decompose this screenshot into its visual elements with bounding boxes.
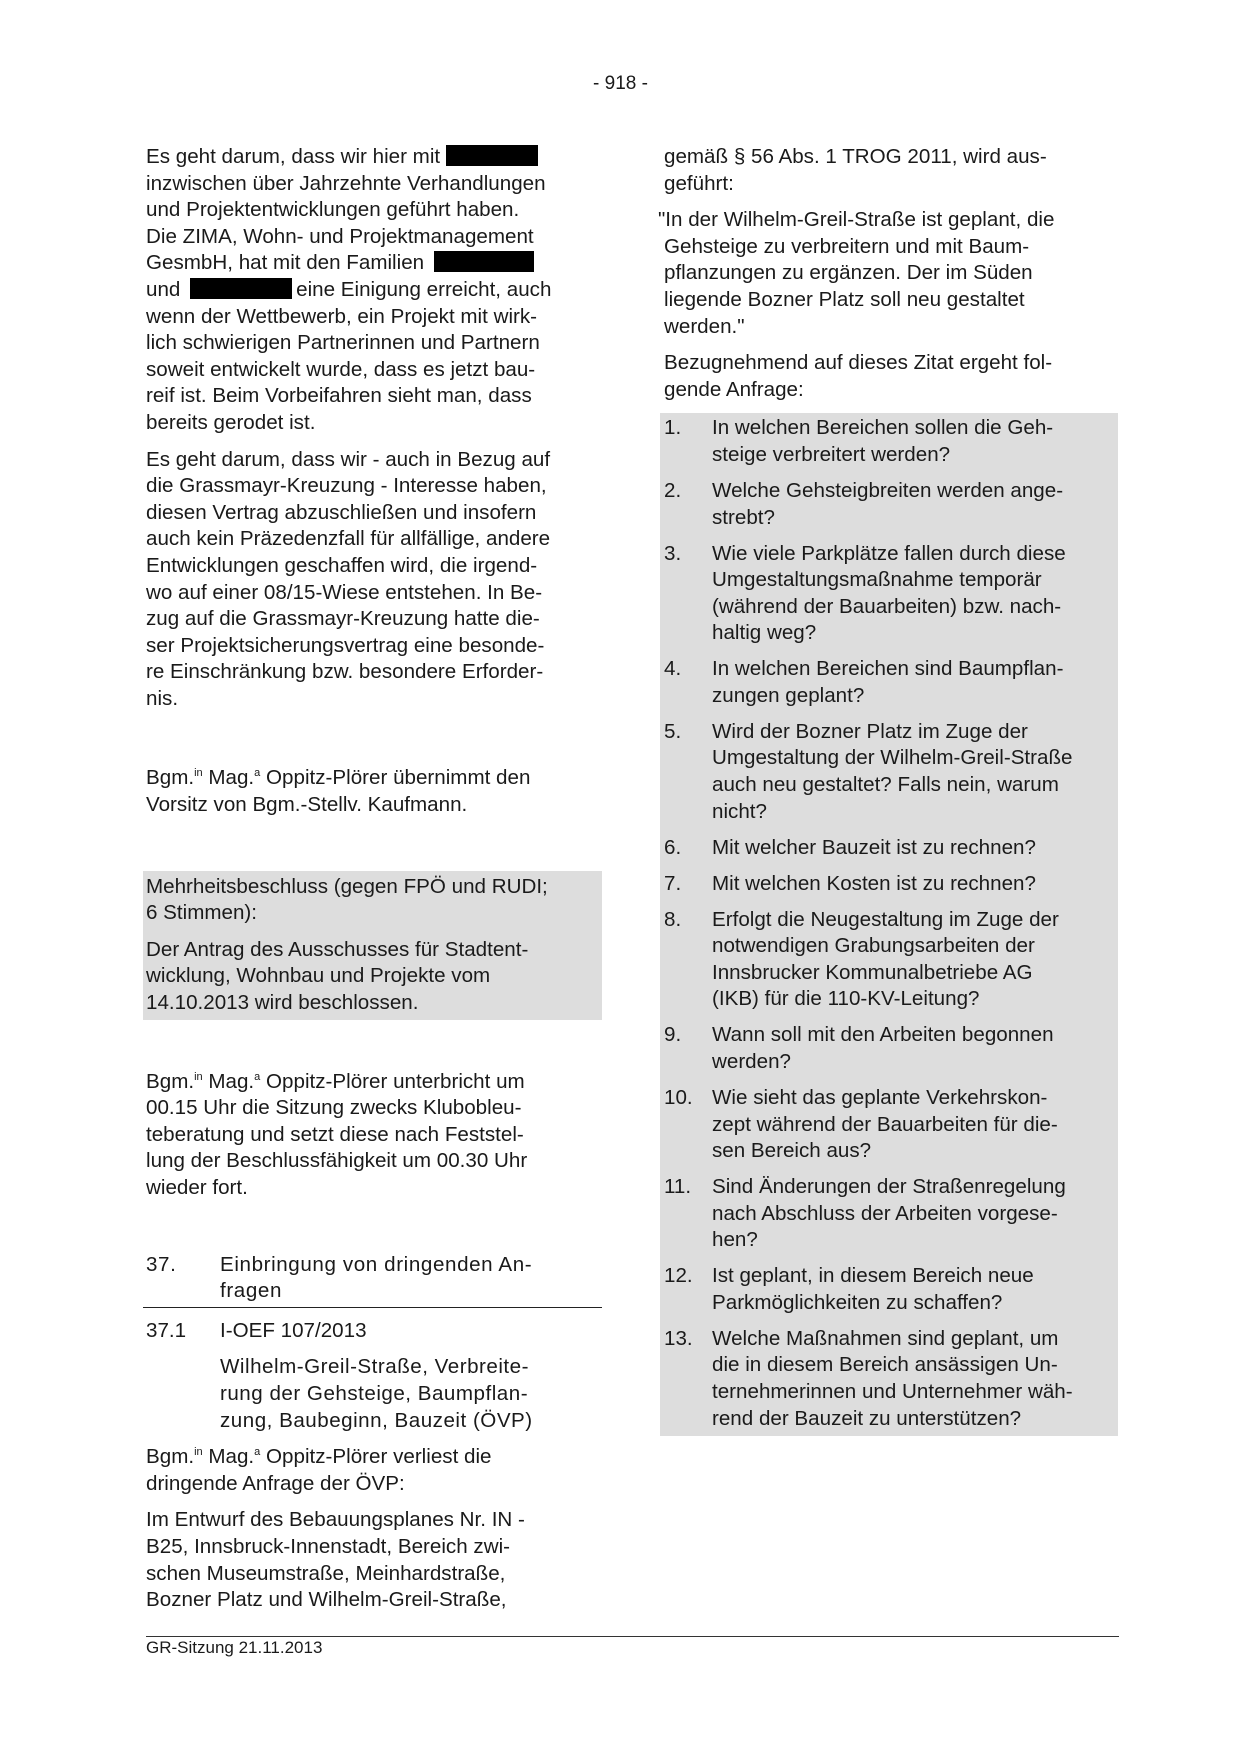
inquiry-intro: Bezugnehmend auf dieses Zitat ergeht fol- gende Anfrage:	[664, 351, 1053, 401]
page-number: - 918 -	[593, 73, 648, 94]
question-number: 8.	[664, 907, 682, 931]
question-item	[664, 1326, 1118, 1432]
question-text: Wie sieht das geplante Verkehrskon- zept während der Bauarbeiten für die- sen Bereich aus?	[712, 1085, 1058, 1163]
resolution-box	[143, 871, 602, 1020]
sub-item-body	[220, 1318, 533, 1434]
question-number: 12.	[664, 1264, 693, 1288]
question-item	[664, 541, 1118, 647]
question-text: Erfolgt die Neugestaltung im Zuge der notwendigen Grabungsarbeiten der Innsbrucker Kommunalbetriebe AG (IKB) für die 110-KV-Leitung?	[712, 907, 1059, 1011]
question-text: Welche Gehsteigbreiten werden ange- strebt?	[712, 478, 1064, 529]
session-break-note: Bgm.$^{in}$ Mag.$^a$ Oppitz-Plörer unterbricht um 00.15 Uhr die Sitzung zwecks Klubobleu- teberatung und setzt diese nach Feststel- lung der Beschlussfähigkeit um 00.30 Uhr wieder fort.	[146, 1069, 528, 1199]
question-item	[664, 1022, 1118, 1075]
reads-inquiry-note: Bgm.$^{in}$ Mag.$^a$ Oppitz-Plörer verliest die dringende Anfrage der ÖVP:	[146, 1445, 492, 1495]
question-text: In welchen Bereichen sind Baumpflan- zungen geplant?	[712, 657, 1064, 707]
footer-divider	[146, 1636, 1119, 1637]
question-number: 1.	[664, 416, 682, 440]
question-text: Mit welcher Bauzeit ist zu rechnen?	[712, 835, 1036, 859]
question-text: Wird der Bozner Platz im Zuge der Umgestaltung der Wilhelm-Greil-Straße auch neu gestaltet? Falls nein, warum nicht?	[712, 719, 1073, 823]
question-item	[664, 656, 1118, 709]
sub-item-heading	[146, 1318, 602, 1434]
sub-item-number: 37.1	[146, 1318, 187, 1342]
question-number: 10.	[664, 1085, 693, 1109]
paragraph-development-plan: Im Entwurf des Bebauungsplanes Nr. IN - B25, Innsbruck-Innenstadt, Bereich zwi- schen Museumstraße, Meinhardstraße, Bozner Platz und Wilhelm-Greil-Straße,	[146, 1508, 525, 1612]
agenda-item-number: 37.	[146, 1252, 177, 1276]
sub-item-code: I-OEF 107/2013	[220, 1318, 367, 1342]
redaction-bar	[190, 278, 292, 299]
paragraph-negotiations: Es geht darum, dass wir hier mit inzwischen über Jahrzehnte Verhandlungen und Projektentwicklungen geführt haben. Die ZIMA, Wohn- und Projektmanagement GesmbH, hat mit den Familien und eine Einigung erreicht, auch wenn der Wettbewerb, ein Projekt mit wirk- lich schwierigen Partnerinnen und Partnern soweit entwickelt wurde, dass es jetzt bau- reif ist. Beim Vorbeifahren sieht man, dass bereits gerodet ist.	[146, 145, 552, 434]
agenda-item-heading	[143, 1252, 602, 1308]
resolution-text: Der Antrag des Ausschusses für Stadtent- wicklung, Wohnbau und Projekte vom 14.10.2013 wird beschlossen.	[146, 937, 529, 1015]
question-text: Welche Maßnahmen sind geplant, um die in diesem Bereich ansässigen Un- ternehmerinnen und Unternehmer wäh- rend der Bauzeit zu unterstützen?	[712, 1326, 1073, 1430]
redaction-bar	[446, 145, 538, 166]
question-item	[664, 1085, 1118, 1165]
question-text: Mit welchen Kosten ist zu rechnen?	[712, 871, 1036, 895]
question-list	[660, 413, 1118, 1436]
question-text: Wann soll mit den Arbeiten begonnen werden?	[712, 1023, 1054, 1073]
question-item	[664, 1263, 1118, 1316]
question-number: 3.	[664, 541, 682, 565]
question-number: 9.	[664, 1023, 682, 1047]
question-number: 13.	[664, 1326, 693, 1350]
question-item	[664, 719, 1118, 825]
question-number: 2.	[664, 478, 682, 502]
question-text: Wie viele Parkplätze fallen durch diese Umgestaltungsmaßnahme temporär (während der Bauarbeiten) bzw. nach- haltig weg?	[712, 541, 1066, 645]
question-item	[664, 835, 1118, 862]
question-number: 4.	[664, 657, 682, 681]
left-column	[146, 144, 602, 1614]
right-column	[658, 144, 1118, 1436]
question-number: 11.	[664, 1175, 692, 1199]
agenda-item-title: Einbringung von dringenden An- fragen	[220, 1252, 533, 1303]
question-text: Ist geplant, in diesem Bereich neue Parkmöglichkeiten zu schaffen?	[712, 1264, 1034, 1314]
question-item	[664, 478, 1118, 531]
question-item	[664, 1174, 1118, 1254]
question-item	[664, 871, 1118, 898]
redaction-bar	[434, 251, 534, 272]
sub-item-title: Wilhelm-Greil-Straße, Verbreite- rung der Gehsteige, Baumpflan- zung, Baubeginn, Bauzeit (ÖVP)	[220, 1355, 533, 1432]
chair-change-note: Bgm.$^{in}$ Mag.$^a$ Oppitz-Plörer übernimmt den Vorsitz von Bgm.-Stellv. Kaufmann.	[146, 766, 531, 817]
question-item	[664, 907, 1118, 1013]
question-number: 5.	[664, 719, 682, 743]
question-number: 7.	[664, 871, 682, 895]
question-text: Sind Änderungen der Straßenregelung nach Abschluss der Arbeiten vorgese- hen?	[712, 1175, 1066, 1252]
question-text: In welchen Bereichen sollen die Geh- steige verbreitert werden?	[712, 416, 1054, 466]
resolution-vote: Mehrheitsbeschluss (gegen FPÖ und RUDI; 6 Stimmen):	[146, 874, 548, 925]
question-number: 6.	[664, 835, 682, 859]
plan-quote: "In der Wilhelm-Greil-Straße ist geplant, die Gehsteige zu verbreitern und mit Baum- pflanzungen zu ergänzen. Der im Süden liegende Bozner Platz soll neu gestaltet werden."	[658, 208, 1055, 338]
footer-session-date: GR-Sitzung 21.11.2013	[146, 1638, 323, 1657]
paragraph-grassmayr: Es geht darum, dass wir - auch in Bezug auf die Grassmayr-Kreuzung - Interesse haben, diesen Vertrag abzuschließen und insofern auch kein Präzedenzfall für allfällige, andere Entwicklungen geschaffen wird, die irgend- wo auf einer 08/15-Wiese entstehen. In Be- zug auf die Grassmayr-Kreuzung hatte die- ser Projektsicherungsvertrag eine besonde- re Einschränkung bzw. besondere Erforder- nis.	[146, 447, 551, 710]
question-item	[664, 415, 1118, 468]
paragraph-continuation: gemäß § 56 Abs. 1 TROG 2011, wird aus- geführt:	[664, 145, 1047, 195]
